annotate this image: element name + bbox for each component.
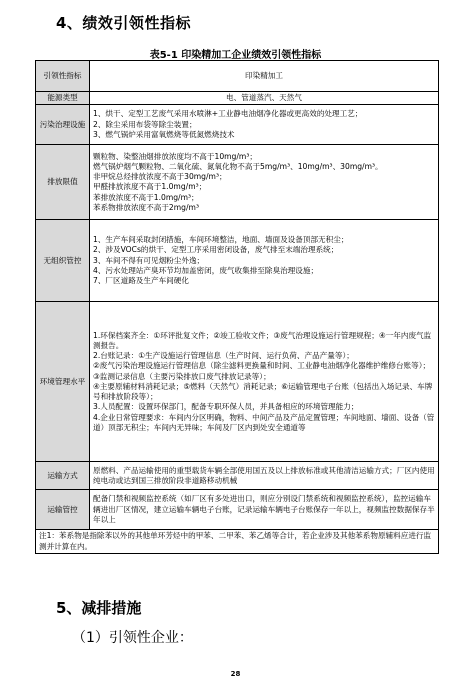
row-label: 排放限值 xyxy=(36,145,90,220)
table-row xyxy=(36,145,439,220)
row-content-line: 1.环保档案齐全：①环评批复文件；②竣工验收文件；③废气治理设施运行管理规程；④一年内废气监测报告。 xyxy=(93,330,432,350)
row-content-line: 苯排放浓度不高于1.0mg/m³； xyxy=(93,192,199,202)
sub-heading-leading-enterprise: （1）引领性企业： xyxy=(72,630,193,646)
table-row xyxy=(36,490,439,530)
row-label: 无组织管控 xyxy=(36,220,90,302)
row-label: 运输方式 xyxy=(36,462,90,490)
table-note-row xyxy=(36,530,439,554)
row-content xyxy=(90,220,439,302)
row-content-line: 颗粒物、染整油烟排放浓度均不高于10mg/m³； xyxy=(93,151,257,161)
row-content-line: ②废气污染治理设施运行管理信息（除尘滤料更换量和时间、工业静电油烟净化器维护维修台账等）；③监测记录信息（主要污染排放口废气排放记录等）； xyxy=(93,361,431,381)
row-content xyxy=(90,462,439,490)
table-row xyxy=(36,462,439,490)
table-note: 注1：苯系物是指除苯以外的其他单环芳烃中的甲苯、二甲苯、苯乙烯等合计，若企业涉及其他苯系物原辅料应进行监测并计算在内。 xyxy=(36,530,439,554)
row-content-line: 原燃料、产品运输使用的重型载货车辆全部使用国五及以上排放标准或其他清洁运输方式；厂区内使用纯电动或达到国三排放阶段非道路移动机械 xyxy=(93,465,435,485)
row-content-line: 燃气锅炉烟气颗粒物、二氧化硫、氮氧化物不高于5mg/m³、10mg/m³、30mg/m³。 xyxy=(93,161,383,171)
row-content-line: 3.人员配置：设置环保部门，配备专职环保人员，并具备相应的环境管理能力； xyxy=(93,402,359,412)
row-content-line: 电、管道蒸汽、天然气 xyxy=(226,93,302,102)
header-value-cell: 印染精加工 xyxy=(90,61,439,92)
row-label: 环境管理水平 xyxy=(36,302,90,462)
row-content-line: 3、车间不得有可见烟粉尘外逸； xyxy=(93,255,205,265)
row-content-line: 2、除尘采用布袋等除尘装置； xyxy=(93,119,197,129)
row-content-line: 配备门禁和视频监控系统（如厂区有多处进出口，则应分别设门禁系统和视频监控系统），监控运输车辆进出厂区情况，建立运输车辆电子台账，记录运输车辆电子台账保存一年以上，视频监控数据保存半年以上 xyxy=(93,494,435,524)
section-heading: 4、绩效引领性指标 xyxy=(56,14,191,32)
row-content-line: 甲醛排放浓度不高于1.0mg/m³； xyxy=(93,182,207,192)
table-body xyxy=(36,92,439,530)
row-content-line: ④主要原辅材料消耗记录；⑤燃料（天然气）消耗记录；⑥运输管理电子台账（包括出入场记录、车牌号和排放阶段等）； xyxy=(93,381,433,401)
row-content-line: 1、生产车间采取封闭措施，车间环境整洁，地面、墙面及设备顶部无积尘； xyxy=(93,235,349,245)
row-content-line: 4.企业日常管理要求：车间内分区明确，物料、中间产品及产品定置管理；车间地面、墙面、设备（管道）顶部无积尘；车间内无异味；车间及厂区内到处安全通道等 xyxy=(93,412,435,432)
row-content-line: 2.台账记录：①生产设施运行管理信息（生产时间、运行负荷、产品产量等）； xyxy=(93,351,354,360)
row-content-line: 7、厂区道路及生产车间硬化 xyxy=(93,276,189,286)
table-caption: 表5-1 印染精加工企业绩效引领性指标 xyxy=(149,50,322,61)
row-content-line: 苯系物排放浓度不高于2mg/m³ xyxy=(93,202,199,212)
row-label: 能源类型 xyxy=(36,92,90,105)
row-content-line: 非甲烷总烃排放浓度不高于30mg/m³； xyxy=(93,172,227,181)
header-label-cell: 引领性指标 xyxy=(36,61,90,92)
table-row xyxy=(36,302,439,462)
row-content xyxy=(90,490,439,530)
row-content xyxy=(90,302,439,462)
row-content xyxy=(90,92,439,105)
row-content-line: 3、燃气锅炉采用富氧燃烧等低氮燃烧技术 xyxy=(93,129,235,139)
performance-indicator-table xyxy=(35,60,439,554)
page-number: 28 xyxy=(230,670,241,678)
row-content-line: 4、污水处理站产臭环节均加盖密闭，废气收集排至除臭治理设施； xyxy=(93,265,319,275)
table-row xyxy=(36,220,439,302)
row-content-line: 1、烘干、定型工艺废气采用水喷淋+工业静电油烟净化器或更高效的处理工艺； xyxy=(93,109,363,119)
section-heading-emission-reduction: 5、减排措施 xyxy=(56,599,142,617)
row-content xyxy=(90,105,439,145)
table-row xyxy=(36,105,439,145)
table-row xyxy=(36,92,439,105)
row-content-line: 2、涉及VOCs的烘干、定型工序采用密闭设备，废气排至末端治理系统； xyxy=(93,245,339,255)
row-content xyxy=(90,145,439,220)
table-header-row xyxy=(36,61,439,92)
row-label: 运输管控 xyxy=(36,490,90,530)
row-label: 污染治理设施 xyxy=(36,105,90,145)
